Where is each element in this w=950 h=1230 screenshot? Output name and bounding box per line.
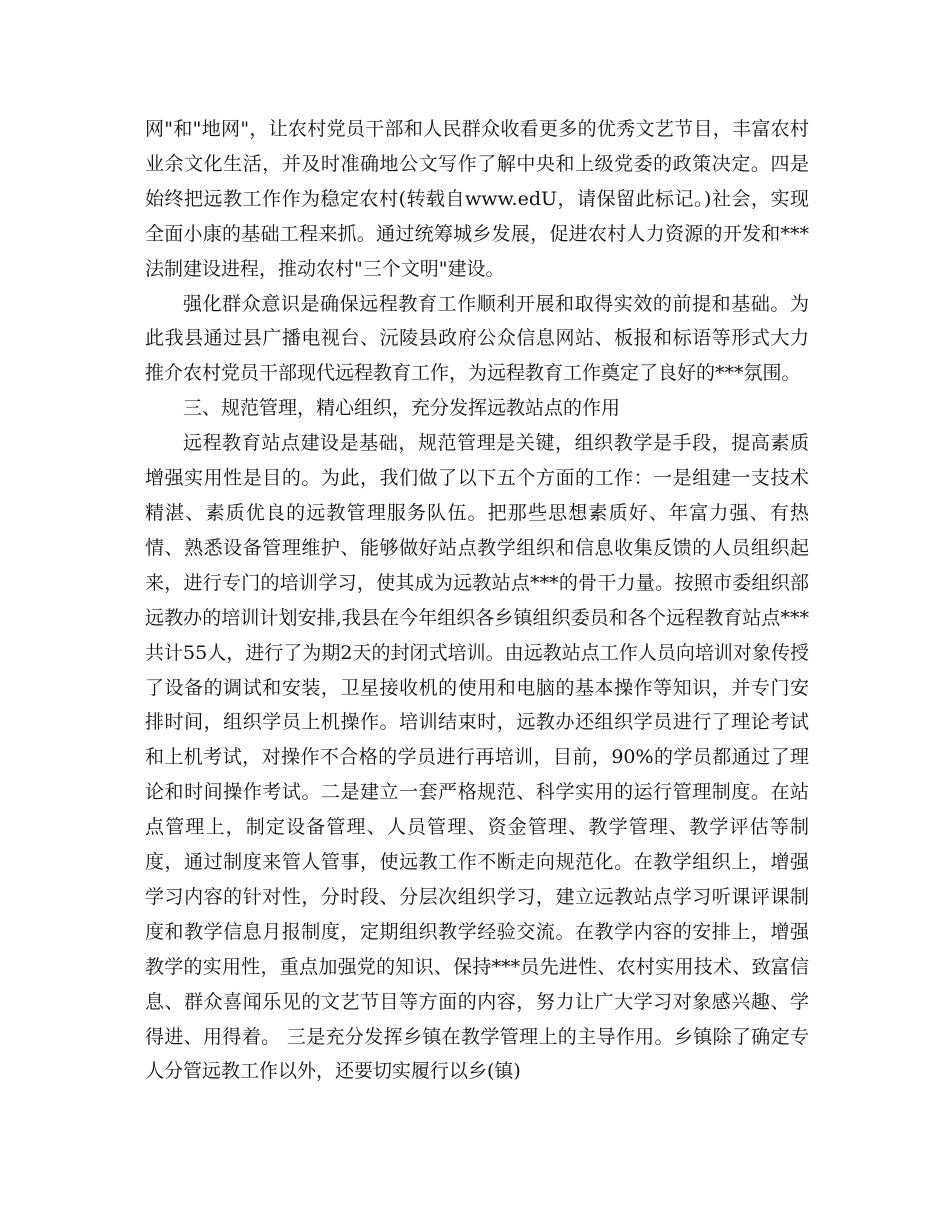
- paragraph-3: 远程教育站点建设是基础，规范管理是关键，组织教学是手段，提高素质增强实用性是目的。为此，我们做了以下五个方面的工作：一是组建一支技术精湛、素质优良的远教管理服务队伍。把那些思想素质好、年富力强、有热情、熟悉设备管理维护、能够做好站点教学组织和信息收集反馈的人员组织起来，进行专门的培训学习，使其成为远教站点***的骨干力量。按照市委组织部远教办的培训计划安排,我县在今年组织各乡镇组织委员和各个远程教育站点***共计55人，进行了为期2天的封闭式培训。由远教站点工作人员向培训对象传授了设备的调试和安装，卫星接收机的使用和电脑的基本操作等知识，并专门安排时间，组织学员上机操作。培训结束时，远教办还组织学员进行了理论考试和上机考试，对操作不合格的学员进行再培训，目前，90%的学员都通过了理论和时间操作考试。二是建立一套严格规范、科学实用的运行管理制度。在站点管理上，制定设备管理、人员管理、资金管理、教学管理、教学评估等制度，通过制度来管人管事，使远教工作不断走向规范化。在教学组织上，增强学习内容的针对性，分时段、分层次组织学习，建立远教站点学习听课评课制度和教学信息月报制度，定期组织教学经验交流。在教学内容的安排上，增强教学的实用性，重点加强党的知识、保持***员先进性、农村实用技术、致富信息、群众喜闻乐见的文艺节目等方面的内容，努力让广大学习对象感兴趣、学得进、用得着。 三是充分发挥乡镇在教学管理上的主导作用。乡镇除了确定专人分管远教工作以外，还要切实履行以乡(镇): [145, 432, 809, 1083]
- document-body: [145, 112, 809, 1089]
- paragraph-2: 强化群众意识是确保远程教育工作顺利开展和取得实效的前提和基础。为此我县通过县广播电视台、沅陵县政府公众信息网站、板报和标语等形式大力推介农村党员干部现代远程教育工作，为远程教育工作奠定了良好的***氛围。: [145, 292, 809, 385]
- paragraph-1: 网"和"地网"，让农村党员干部和人民群众收看更多的优秀文艺节目，丰富农村业余文化生活，并及时准确地公文写作了解中央和上级党委的政策决定。四是始终把远教工作作为稳定农村(转载自www.edU，请保留此标记。)社会，实现全面小康的基础工程来抓。通过统筹城乡发展，促进农村人力资源的开发和***法制建设进程，推动农村"三个文明"建设。: [145, 118, 809, 280]
- section-heading: 三、规范管理，精心组织，充分发挥远教站点的作用: [183, 397, 621, 420]
